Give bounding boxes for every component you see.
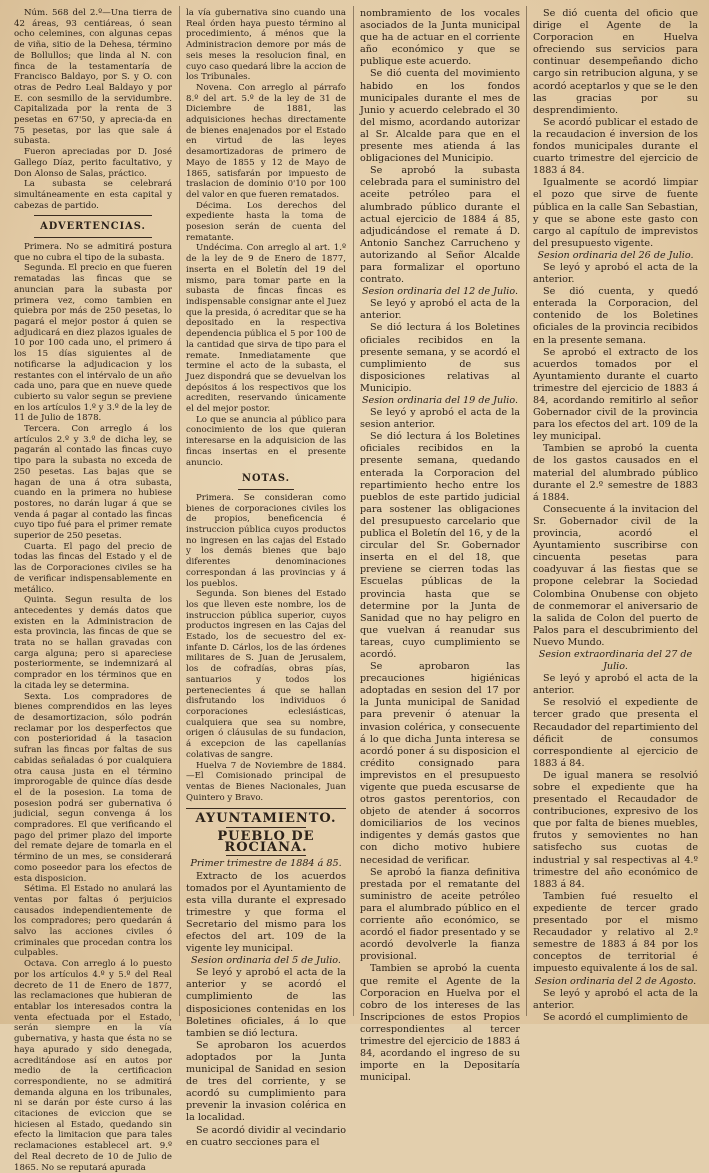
section-heading: NOTAS. [242,473,290,485]
section-heading: ADVERTENCIAS. [40,221,146,233]
paragraph: Undécima. Con arreglo al art. 1.º de la ley de 9 de Enero de 1877, inserta en el Boletín del 19 del mismo, para tomar parte en la subasta de fincas fincas es indispensable consignar ante el Juez que la presida, ó acreditar que se ha depositado en la respectiva dependencia pública el 5 por 100 de la cantidad que sirva de tipo para el remate. Inmediatamente que termine el acto de la subasta, el Juez dispondrá que se devuelvan los depósitos á los respectivos que los acrediten, reservando únicamente el del mejor postor. [186,243,346,415]
paragraph: la vía gubernativa sino cuando una Real órden haya puesto término al procedimiento, á ménos que la Administracion demore por más de seis meses la resolucion final, en cuyo caso quedará libre la accion de los Tribunales. [186,8,346,83]
paragraph: Se acordó dividir al vecindario en cuatro secciones para el [186,1124,346,1148]
paragraph: Huelva 7 de Noviembre de 1884.—El Comisionado principal de ventas de Bienes Nacionales, Juan Quintero y Bravo. [186,760,346,803]
paragraph: Se dió lectura á los Boletines oficiales recibidos en la presente semana, quedando enterada la Corporacion del repartimiento hecho entre los pueblos de este partido judicial para sostener las obligaciones del presupuesto carcelario que publica el Boletín del 16, y de la circular del Sr. Gobernador inserta en el del 18, que previene se cierren todas las Escuelas públicas de la provincia hasta que se determine por la Junta de Sanidad que no hay peligro en que vuelvan á reanudar sus tareas, cuyo cumplimiento se acordó. [360,431,520,660]
paragraph: Se resolvió el expediente de tercer grado que presenta el Recaudador del repartimiento del déficit de consumos correspondiente al ejercicio de 1883 á 84. [533,697,698,769]
paragraph: Se leyó y aprobó el acta de la sesion anterior. [360,407,520,431]
paragraph: Se acordó publicar el estado de la recaudacion é inversion de los fondos municipales durante el cuarto trimestre del ejercicio de 1883 á 84. [533,116,698,177]
paragraph: Se leyó y aprobó el acta de la anterior y se acordó el cumplimiento de las disposiciones contenidas en los Boletines oficiales, á lo que tambien se dió lectura. [186,967,346,1039]
paragraph: Se leyó y aprobó el acta de la anterior. [533,673,698,697]
paragraph: Igualmente se acordó limpiar el pozo que sirve de fuente pública en la calle San Sebastian, y que se abone este gasto con cargo al capítulo de imprevistos del presupuesto vigente. [533,177,698,249]
paragraph: Se leyó y aprobó el acta de la anterior. [533,261,698,286]
paragraph: Se aprobaron los acuerdos adoptados por la Junta municipal de Sanidad en sesion de tres del corriente, y se acordó su cumplimiento para prevenir la invasion colérica en la localidad. [186,1039,346,1124]
paragraph: Novena. Con arreglo al párrafo 8.º del art. 5.º de la ley de 31 de Diciembre de 1881, las adquisiciones hechas directamente de bienes enajenados por el Estado en virtud de las leyes desamortizadoras de primero de Mayo de 1855 y 12 de Mayo de 1865, satisfarán por impuesto de traslacion de dominio 0'10 por 100 del valor en que fueren rematados. [186,82,346,200]
session-heading: Sesion ordinaria del 2 de Agosto. [534,975,697,987]
paragraph: Se aprobó la subasta celebrada para el suministro del aceite petróleo para el alumbrado público durante el actual ejercicio de 1884 á 85, adjudicándose el remate á D. Antonio Sanchez Carrucheno y autorizando al Señor Alcalde para formalizar el oportuno contrato. [360,165,520,286]
paragraph: Fueron apreciadas por D. José Gallego Díaz, perito facultativo, y Don Alonso de Salas, práctico. [14,147,172,179]
paragraph: Se acordó el cumplimiento de [543,1011,688,1023]
paragraph: Se aprobó la fianza definitiva prestada por el rematante del suministro de aceite petróleo para el alumbrado público en el corriente año económico, se acordó el fiador presentado y se acordó devolverle la fianza provisional. [360,866,520,963]
paragraph: Se aprobó el extracto de los acuerdos tomados por el Ayuntamiento durante el cuarto trimestre del ejercicio de 1883 á 84, acordando remitirlo al señor Gobernador civil de la provincia para los efectos del art. 109 de la ley municipal. [533,346,698,443]
session-heading: Sesion ordinaria del 19 de Julio. [361,395,519,406]
session-heading: Sesion ordinaria del 12 de Julio. [361,286,519,298]
section-heading: AYUNTAMIENTO. [195,811,337,827]
session-heading: Sesion ordinaria del 26 de Julio. [537,249,694,261]
column-1 [14,8,172,1173]
paragraph: Núm. 568 del 2.º—Una tierra de 42 áreas, 93 centiáreas, ó sean ocho celemines, con algunas cepas de viña, sitio de la Dehesa, término de Bollullos; que linda al N. con finca de la testamentaría de Francisco Baldayo, por S. y O. con otras de Pedro Leal Baldayo y por E. con sesmillo de la servidumbre. Capitalizada por la renta de 3 pesetas en 67'50, y aprecia-da en 75 pesetas, por las que sale á subasta. [14,8,172,147]
paragraph: nombramiento de los vocales asociados de la Junta municipal que ha de actuar en el corriente año económico y que se publique este acuerdo. [360,8,520,68]
paragraph: Sétima. El Estado no anulará las ventas por faltas ó perjuicios causados independientemente de los compradores; pero quedarán á salvo las acciones civiles ó criminales que procedan contra los culpables. [14,884,172,959]
column-rule [353,6,354,1016]
paragraph: Lo que se anuncia al público para conocimiento de los que quieran interesarse en la adquisicion de las fincas insertas en el presente anuncio. [186,414,346,468]
paragraph: Consecuente á la invitacion del Sr. Gobernador civil de la provincia, acordó el Ayuntamiento suscribirse con cincuenta pesetas para coadyuvar á las fiestas que se propone celebrar la Sociedad Colombina Onubense con objeto de conmemorar el aniversario de la salida de Colon del puerto de Palos para el descubrimiento del Nuevo Mundo. [533,503,698,648]
paragraph: Se dió cuenta del oficio que dirige el Agente de la Corporacion en Huelva ofreciendo sus servicios para continuar desempeñando dicho cargo sin retribucion alguna, y se acordó aceptarlos y que se le den las gracias por su desprendimiento. [533,8,698,116]
column-2 [186,8,346,1148]
divider [34,215,152,216]
paragraph: Primera. Se consideran como bienes de corporaciones civiles los de propios, beneficencia é instruccion pública cuyos productos no ingresen en las cajas del Estado y los demás bienes que bajo diferentes denominaciones correspondan á las provincias y á los pueblos. [186,492,346,589]
paragraph: Segunda. Son bienes del Estado los que lleven este nombre, los de instruccion pública superior, cuyos productos ingresen en las Cajas del Estado, los de secuestro del ex-infante D. Cárlos, los de las órdenes militares de S. Juan de Jerusalem, los de cofradías, obras pías, santuarios y todos los pertenecientes á que se hallan disfrutando los individuos ó corporaciones eclesiásticas, cualquiera que sea su nombre, origen ó cláusulas de su fundacion, á excepcion de las capellanías colativas de sangre. [186,589,346,760]
paragraph: Se leyó y aprobó el acta de la anterior. [360,298,520,322]
paragraph: Sexta. Los compradores de bienes comprendidos en las leyes de desamortizacion, sólo podrán reclamar por los desperfectos que con posterioridad á la tasacion sufran las fincas por faltas de sus cabidas señaladas ó por cualquiera otra causa justa en el término improrogable de quince días desde el de la posesion. La toma de posesion podrá ser gubernativa ó judicial, segun convenga á los compradores. El que verificando el pago del primer plazo del importe del remate dejare de tomarla en el término de un mes, se considerará como poseedor para los efectos de esta disposicion. [14,691,172,884]
divider [238,489,294,490]
paragraph: Quinta. Segun resulta de los antecedentes y demás datos que existen en la Administracion de esta provincia, las fincas de que se trata no se hallan gravadas con carga alguna; pero si apareciese posteriormente, se indemnizará al comprador en los términos que en la citada ley se determina. [14,595,172,691]
column-3 [360,8,520,1084]
paragraph: De igual manera se resolvió sobre el expediente que ha presentado el Recaudador de contribuciones, expresivo de los que por falta de bienes muebles, frutos y semovientes no han satisfecho sus cuotas de industrial y sal respectivas al 4.º trimestre del año económico de 1883 á 84. [533,769,698,890]
divider [226,855,306,856]
paragraph: Primera. No se admitirá postura que no cubra el tipo de la subasta. [14,242,172,263]
paragraph: Se leyó y aprobó el acta de la anterior. [533,987,698,1011]
paragraph: Se dió lectura á los Boletines oficiales recibidos en la presente semana, y se acordó el cumplimiento de sus disposiciones relativas al Municipio. [360,322,520,394]
paragraph: Extracto de los acuerdos tomados por el Ayuntamiento de esta villa durante el expresado trimestre y que forma el Secretario del mismo para los efectos del art. 109 de la vigente ley municipal. [186,870,346,955]
paragraph: Octava. Con arreglo á lo puesto por los artículos 4.º y 5.º del Real decreto de 11 de Enero de 1877, las reclamaciones que hubieran de entablar los interesados contra la venta efectuada por el Estado, serán siempre en la vía gubernativa, y hasta que ésta no se haya apurado y sido denegada, acreditándose así en autos por medio de la certificacion correspondiente, no se admitirá demanda alguna en los tribunales, ni se darán por éste curso á las citaciones de eviccion que se hiciesen al Estado, quedando sin efecto la limitacion que para tales reclamaciones establecel art. 9.º del Real decreto de 10 de Julio de 1865. No se reputará apurada [14,959,172,1173]
paragraph: Tambien fué resuelto el expediente de tercer grado presentado por el mismo Recaudador y relativo al 2.º semestre de 1883 á 84 por los conceptos de territorial é impuesto equivalente á los de sal. [533,890,698,975]
paragraph: Se dió cuenta, y quedó enterada la Corporacion, del contenido de los Boletines oficiales de la provincia recibidos en la presente semana. [533,286,698,346]
paragraph: Tambien se aprobó la cuenta de los gastos causados en el material del alumbrado público durante el 2.º semestre de 1883 á 1884. [533,443,698,503]
divider [226,827,306,828]
divider [34,237,152,238]
paragraph: Se aprobaron las precauciones higiénicas adoptadas en sesion del 17 por la Junta municipal de Sanidad para prevenir ó atenuar la invasion colérica, y consecuente á lo que dicha Junta interesa se acordó poner á su disposicion el crédito consignado para imprevistos en el presupuesto vigente que pueda escusarse de otros gastos perentorios, con objeto de atender á socorros domiciliarios de los vecinos indigentes y demás gastos que con dicho motivo hubiere necesidad de verificar. [360,661,520,866]
section-heading: PUEBLO DE ROCIANA. [217,829,315,855]
column-4 [533,8,698,1023]
session-heading: Primer trimestre de 1884 á 85. [190,858,342,870]
paragraph: Se dió cuenta del movimiento habido en los fondos municipales durante el mes de Junio y acuerdo celebrado el 30 del mismo, acordando autorizar al Sr. Alcalde para que en el presente mes atienda á las obligaciones del Municipio. [360,68,520,165]
paragraph: Segunda. El precio en que fueren rematadas las fincas que se anuncian para la subasta por primera vez, como tambien en quiebra por más de 250 pesetas, lo pagará el mejor postor á quien se adjudicará en diez plazos iguales de 10 por 100 cada uno, el primero á los 15 días siguientes al de notificarse la adjudicacion y los restantes con el intérvalo de un año cada uno, para que en nueve quede cubierto su valor segun se previene en los artículos 1.º y 3.º de la ley de 11 de Julio de 1878. [14,263,172,424]
session-heading: Sesion ordinaria del 5 de Julio. [191,955,341,967]
paragraph: Cuarta. El pago del precio de todas las fincas del Estado y el de las de Corporaciones civiles se ha de verificar indispensablemente en metálico. [14,541,172,595]
paragraph: Tercera. Con arreglo á los artículos 2.º y 3.º de dicha ley, se pagarán al contado las fincas cuyo tipo para la subasta no exceda de 250 pesetas. Las bajas que se hagan de una á otra subasta, cuando en la primera no hubiese postores, no darán lugar á que se venda á pagar al contado las fincas cuyo tipo fué para el primer remate superior de 250 pesetas. [14,424,172,542]
divider [186,808,346,809]
session-heading: Sesion extraordinaria del 27 de Julio. [538,648,693,673]
paragraph: Tambien se aprobó la cuenta que remite el Agente de la Corporacion en Huelva por el cobro de los intereses de las Inscripciones de estos Propios correspondientes al tercer trimestre del ejercicio de 1883 á 84, acordando el ingreso de su importe en la Depositaría municipal. [360,963,520,1084]
column-rule [179,6,180,1016]
paragraph: Décima. Los derechos del expediente hasta la toma de posesion serán de cuenta del rematante. [186,200,346,243]
column-rule [526,6,527,1016]
paragraph: La subasta se celebrará simultáneamente en esta capital y cabezas de partido. [14,179,172,211]
